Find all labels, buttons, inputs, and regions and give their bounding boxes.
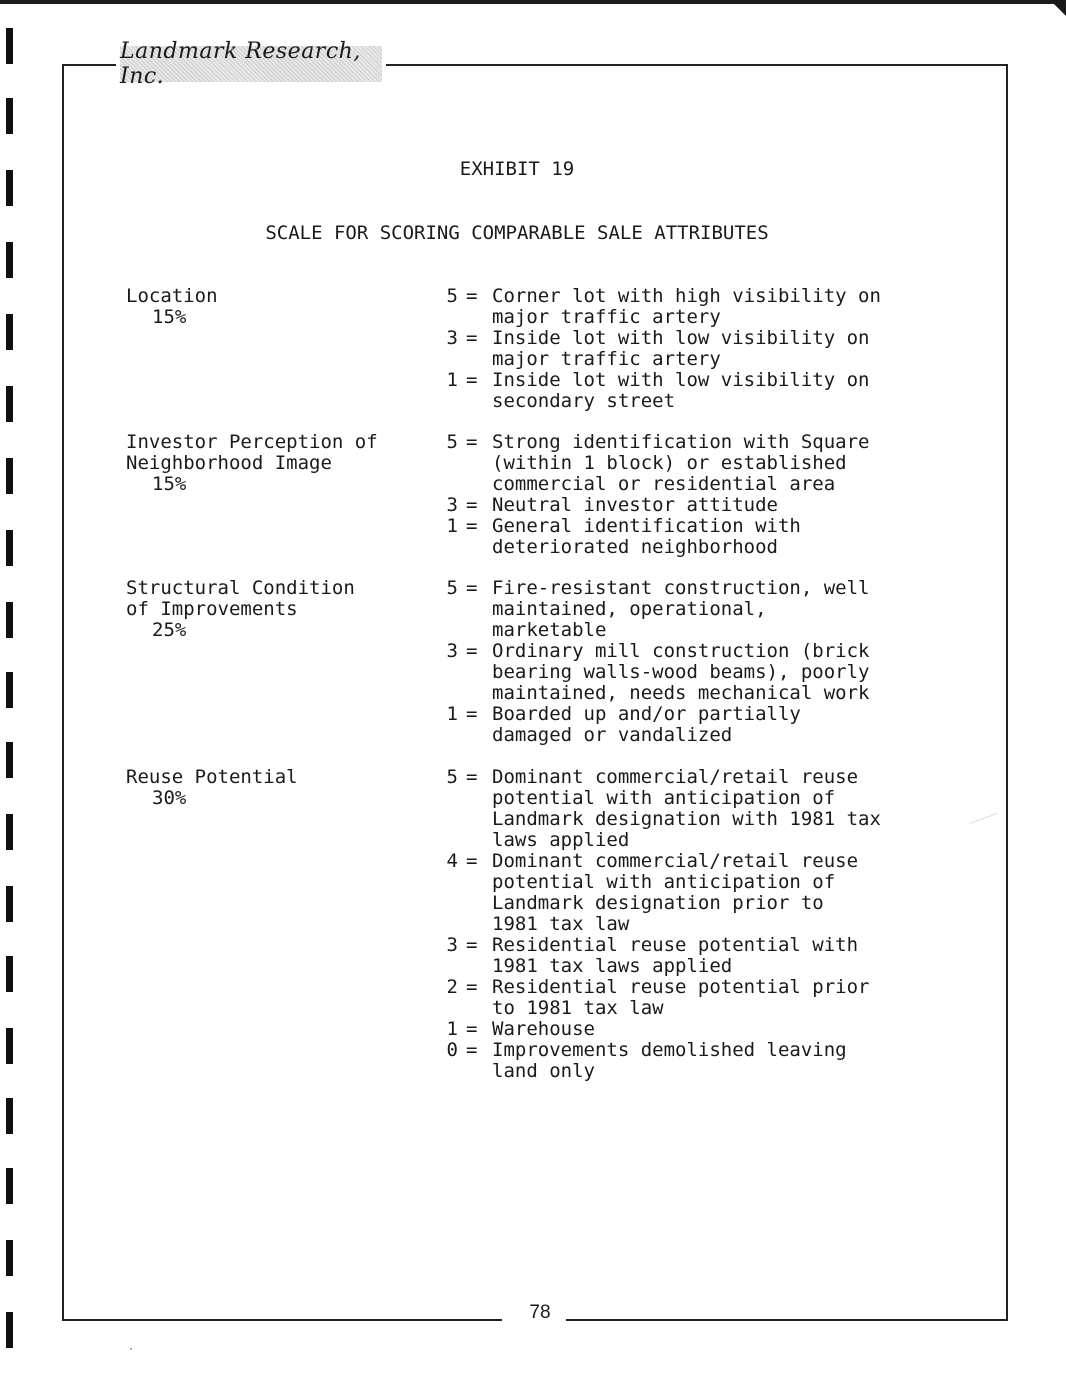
scale-description: Boarded up and/or partially damaged or vandalized [492,703,801,746]
binding-mark [6,814,13,850]
page-number: 78 [529,1302,551,1323]
equals-sign: = [466,1039,478,1061]
letterhead-logo [120,39,382,89]
scale-description: Improvements demolished leaving land only [492,1039,847,1082]
scan-speck [130,1348,132,1350]
binding-mark [6,386,13,422]
scan-top-edge [0,0,1066,4]
equals-sign: = [466,850,478,872]
frame-top-left [64,64,116,66]
page-corner-fold [1050,0,1066,16]
scale-score: 0 [446,1039,458,1061]
frame-top-right [386,64,1008,66]
attribute-weight: 15% [152,306,187,328]
frame-bottom-left [62,1319,502,1321]
binding-mark [6,98,13,134]
scale-description: Dominant commercial/retail reuse potential with anticipation of Landmark designation prior to 1981 tax law [492,850,859,935]
binding-mark [6,1312,13,1348]
equals-sign: = [466,1018,478,1040]
scale-score: 5 [446,285,458,307]
scale-score: 3 [446,494,458,516]
frame-left [62,64,64,1321]
binding-mark [6,458,13,494]
scale-description: Strong identification with Square (within 1 block) or established commercial or residential area [492,431,870,495]
equals-sign: = [466,640,478,662]
attribute-name: Reuse Potential [126,766,298,788]
binding-mark [6,1028,13,1064]
binding-mark [6,742,13,778]
scale-score: 5 [446,577,458,599]
attribute-weight: 25% [152,619,187,641]
attribute-name: Location [126,285,218,307]
scale-score: 1 [446,369,458,391]
equals-sign: = [466,494,478,516]
equals-sign: = [466,934,478,956]
exhibit-subtitle: SCALE FOR SCORING COMPARABLE SALE ATTRIBUTES [265,222,769,244]
binding-mark [6,1098,13,1134]
scale-score: 1 [446,1018,458,1040]
scale-description: Dominant commercial/retail reuse potential with anticipation of Landmark designation with 1981 tax laws applied [492,766,881,851]
attribute-name: Structural Condition of Improvements [126,577,355,620]
scale-score: 1 [446,703,458,725]
scale-description: Residential reuse potential with 1981 tax laws applied [492,934,859,977]
exhibit-title: EXHIBIT 19 [459,158,575,180]
attribute-weight: 30% [152,787,187,809]
equals-sign: = [466,703,478,725]
scan-speck [969,813,998,824]
attribute-name: Investor Perception of Neighborhood Image [126,431,378,474]
binding-mark [6,530,13,566]
binding-mark [6,886,13,922]
binding-mark [6,242,13,278]
equals-sign: = [466,369,478,391]
binding-mark [6,1168,13,1204]
equals-sign: = [466,577,478,599]
scale-score: 5 [446,431,458,453]
frame-right [1006,64,1008,1321]
binding-mark [6,28,13,64]
scale-score: 3 [446,640,458,662]
scale-score: 4 [446,850,458,872]
scale-description: Corner lot with high visibility on major traffic artery [492,285,881,328]
binding-mark [6,956,13,992]
equals-sign: = [466,515,478,537]
equals-sign: = [466,327,478,349]
binding-mark [6,602,13,638]
equals-sign: = [466,285,478,307]
equals-sign: = [466,431,478,453]
scale-description: Inside lot with low visibility on secondary street [492,369,870,412]
scale-score: 2 [446,976,458,998]
scale-score: 3 [446,934,458,956]
equals-sign: = [466,766,478,788]
scale-score: 3 [446,327,458,349]
scale-description: Neutral investor attitude [492,494,778,516]
binding-mark [6,1240,13,1276]
scale-description: Ordinary mill construction (brick bearing walls-wood beams), poorly maintained, needs mechanical work [492,640,870,704]
scale-description: Fire-resistant construction, well maintained, operational, marketable [492,577,870,641]
binding-mark [6,314,13,350]
frame-bottom-right [566,1319,1008,1321]
scale-score: 1 [446,515,458,537]
scale-score: 5 [446,766,458,788]
scale-description: Inside lot with low visibility on major traffic artery [492,327,870,370]
scale-description: General identification with deteriorated neighborhood [492,515,801,558]
binding-mark [6,672,13,708]
attribute-weight: 15% [152,473,187,495]
equals-sign: = [466,976,478,998]
scale-description: Warehouse [492,1018,595,1040]
scale-description: Residential reuse potential prior to 1981 tax law [492,976,870,1019]
letterhead-text: Landmark Research, Inc. [120,39,361,89]
